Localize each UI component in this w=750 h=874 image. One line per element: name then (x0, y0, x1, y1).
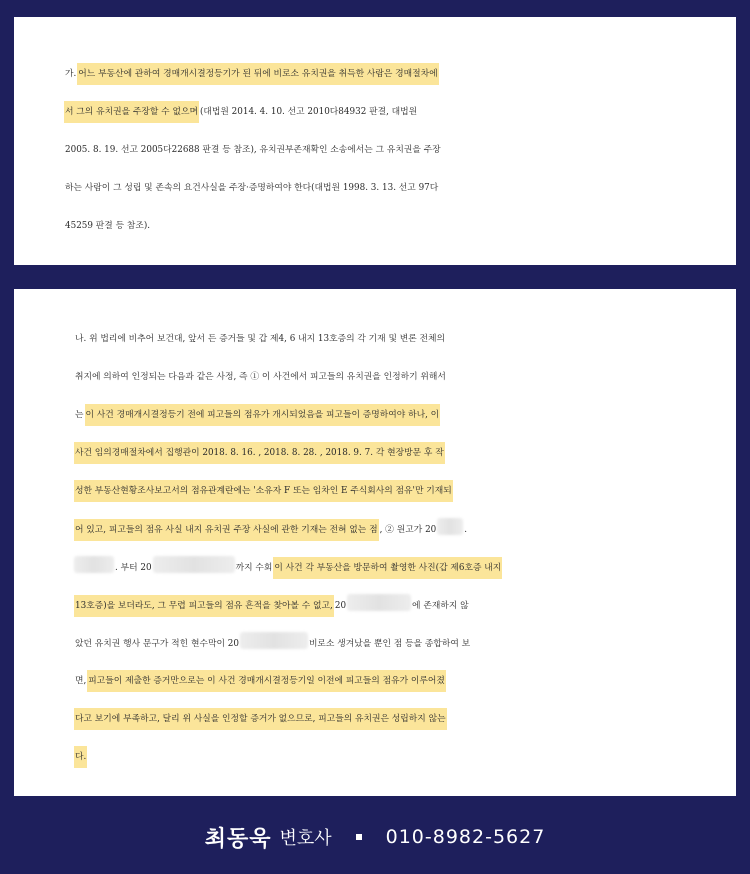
document-line (14, 139, 736, 177)
highlighted-text: 성한 부동산현황조사보고서의 점유관계란에는 '소유자 F 또는 임차인 E 주식회사의 점유'만 기재되 (74, 480, 453, 502)
highlighted-text: 다. (74, 746, 87, 768)
highlighted-text: 13호증)을 보더라도, 그 무렵 피고들의 점유 흔적을 찾아볼 수 없고, (74, 595, 334, 617)
document-line (14, 556, 736, 594)
redacted-date (153, 556, 235, 573)
highlighted-text: 이 사건 각 부동산을 방문하여 촬영한 사진(갑 제6호증 내지 (273, 557, 502, 579)
body-text: (대법원 2014. 4. 10. 선고 2010다84932 판결, 대법원 (199, 107, 418, 117)
body-text: , ② 원고가 20 (379, 525, 437, 535)
document-line (14, 670, 736, 708)
body-text: 나. 위 법리에 비추어 보건대, 앞서 든 증거들 및 갑 제4, 6 내지 13호증의 각 기재 및 변론 전체의 (75, 334, 446, 344)
body-text: 2005. 8. 19. 선고 2005다22688 판결 등 참조), 유치권부존재확인 소송에서는 그 유치권을 주장 (65, 145, 441, 155)
body-text: 았던 유치권 행사 문구가 적힌 현수막이 20 (75, 639, 239, 649)
document-line (14, 746, 736, 784)
document-line (14, 404, 736, 442)
body-text: 에 존재하지 않 (412, 601, 469, 611)
document-line (14, 215, 736, 253)
document-line (14, 366, 736, 404)
highlighted-text: 다고 보기에 부족하고, 달리 위 사실을 인정할 증거가 없으므로, 피고들의 유치권은 성립하지 않는 (74, 708, 447, 730)
lawyer-name: 최동욱 (204, 826, 272, 852)
body-text: 비로소 생겨났을 뿐인 점 등을 종합하여 보 (308, 639, 471, 649)
body-text: 면, (75, 676, 87, 686)
document-line (14, 442, 736, 480)
document-line (14, 632, 736, 670)
document-line (14, 63, 736, 101)
document-line (14, 518, 736, 556)
body-text: 가. (65, 69, 77, 79)
highlighted-text: 어 있고, 피고들의 점유 사실 내지 유치권 주장 사실에 관한 기재는 전혀 없는 점 (74, 519, 379, 541)
body-text: 하는 사람이 그 성립 및 존속의 요건사실을 주장·증명하여야 한다(대법원 1998. 3. 13. 선고 97다 (65, 183, 439, 193)
body-text: 까지 수회 (235, 563, 273, 573)
lawyer-title: 변호사 (279, 828, 332, 849)
redacted-date (240, 632, 308, 649)
lawyer-contact-footer (0, 800, 750, 874)
body-text: 는 (75, 410, 84, 420)
redacted-date (437, 518, 463, 535)
highlighted-text: 이 사건 경매개시결정등기 전에 피고들의 점유가 개시되었음을 피고들이 증명하여야 하나, 이 (85, 404, 441, 426)
highlighted-text: 서 그의 유치권을 주장할 수 없으며 (64, 101, 199, 123)
highlighted-text: 피고들이 제출한 증거만으로는 이 사건 경매개시결정등기일 이전에 피고들의 점유가 이루어졌 (87, 670, 446, 692)
body-text: 45259 판결 등 참조). (65, 221, 151, 231)
document-line (14, 594, 736, 632)
document-line (14, 101, 736, 139)
body-text: 20 (334, 601, 347, 611)
phone-number: 010-8982-5627 (385, 826, 546, 848)
highlighted-text: 사건 임의경매절차에서 집행관이 2018. 8. 16. , 2018. 8. 28. , 2018. 9. 7. 각 현장방문 후 작 (74, 442, 445, 464)
excerpt-card-2 (14, 289, 736, 796)
document-line (14, 328, 736, 366)
document-line (14, 708, 736, 746)
redacted-date (74, 556, 114, 573)
body-text: . 부터 20 (115, 563, 152, 573)
excerpt-card-1 (14, 17, 736, 265)
separator-bullet (356, 834, 362, 840)
body-text: 취지에 의하여 인정되는 다음과 같은 사정, 즉 ① 이 사건에서 피고들의 유치권을 인정하기 위해서 (75, 372, 446, 382)
highlighted-text: 어느 부동산에 관하여 경매개시결정등기가 된 뒤에 비로소 유치권을 취득한 사람은 경매절차에 (77, 63, 438, 85)
body-text: . (464, 525, 468, 535)
redacted-date (347, 594, 411, 611)
document-line (14, 480, 736, 518)
document-line (14, 177, 736, 215)
